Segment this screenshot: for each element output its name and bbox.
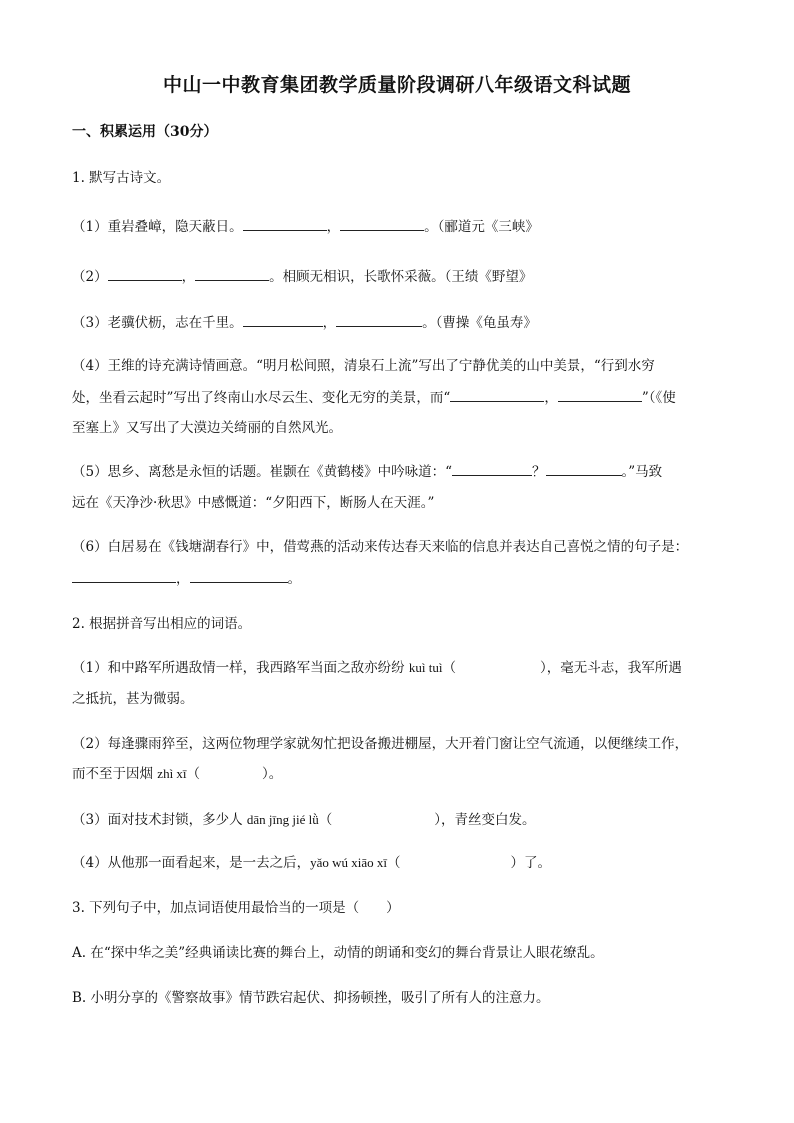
item-text: （3）老骥伏枥，志在千里。	[72, 315, 243, 331]
item-text: ，	[544, 390, 558, 406]
question-1-item-6-line-1: （6）白居易在《钱塘湖春行》中，借莺燕的活动来传达春天来临的信息并表达自己喜悦之情的句子是：	[72, 539, 689, 555]
question-2-item-1-line-2: 之抵抗，甚为微弱。	[72, 691, 194, 707]
item-text: 。”马致	[621, 464, 663, 480]
question-1-stem: 1. 默写古诗文。	[72, 170, 171, 186]
answer-blank[interactable]	[546, 461, 622, 476]
answer-blank[interactable]	[195, 266, 269, 281]
item-text: ，	[322, 315, 337, 331]
question-1-item-2	[72, 266, 532, 287]
item-text: （1）重岩叠嶂，隐天蔽日。	[72, 219, 243, 235]
item-text: 处，坐看云起时”写出了终南山水尽云生、变化无穷的美景，而“	[72, 390, 451, 406]
option-a: A. 在“探中华之美”经典诵读比赛的舞台上，动情的朗诵和变幻的舞台背景让人眼花缭乱。	[72, 945, 604, 961]
item-text: （	[318, 812, 333, 828]
item-text: （1）和中路军所遇敌情一样，我西路军当面之敌亦纷纷	[72, 660, 409, 676]
item-text: ，	[181, 269, 196, 285]
answer-blank[interactable]	[340, 216, 424, 231]
question-2-item-3	[72, 810, 536, 830]
item-text: （5）思乡、离愁是永恒的话题。崔颢在《黄鹤楼》中吟咏道：“	[72, 464, 452, 480]
question-1-item-4-line-2	[72, 387, 676, 408]
item-text: 而不至于因烟	[72, 766, 158, 782]
item-text: ”（《使	[641, 390, 676, 406]
item-text: （	[387, 855, 401, 871]
answer-blank[interactable]	[243, 312, 323, 327]
item-text: （2）	[72, 269, 108, 285]
answer-blank[interactable]	[450, 387, 544, 402]
question-1-item-6-line-2	[72, 568, 301, 589]
item-text: 。	[287, 571, 301, 587]
item-text: ？	[532, 464, 546, 480]
pinyin: dān jīng jié lǜ	[246, 812, 319, 827]
answer-blank[interactable]	[336, 312, 422, 327]
question-2-item-1-line-1	[72, 658, 682, 678]
option-b: B. 小明分享的《警察故事》情节跌宕起伏、抑扬顿挫，吸引了所有人的注意力。	[72, 990, 550, 1006]
question-3-stem: 3. 下列句子中，加点词语使用最恰当的一项是（ ）	[72, 900, 400, 916]
item-text: ，	[326, 219, 341, 235]
question-1-item-5-line-1	[72, 461, 662, 482]
item-text: 。（曹操《龟虽寿》	[422, 315, 537, 331]
item-text: 。相顾无相识，长歌怀采薇。（王绩《野望》	[269, 269, 533, 285]
answer-blank[interactable]	[558, 387, 642, 402]
answer-blank[interactable]	[108, 266, 182, 281]
item-text: ）了。	[510, 855, 551, 871]
item-text: （	[442, 660, 456, 676]
page-title: 中山一中教育集团教学质量阶段调研八年级语文科试题	[162, 74, 631, 96]
question-2-item-2-line-2	[72, 764, 282, 784]
item-text: （	[186, 766, 201, 782]
pinyin: zhì xī	[157, 766, 187, 781]
question-1-item-3	[72, 312, 537, 333]
question-2-item-2-line-1: （2）每逢骤雨猝至，这两位物理学家就匆忙把设备搬进棚屋，大开着门窗让空气流通，以便继续工作，	[72, 736, 689, 752]
answer-blank[interactable]	[452, 461, 532, 476]
question-2-item-4	[72, 853, 551, 873]
question-1-item-4-line-3: 至塞上》又写出了大漠边关绮丽的自然风光。	[72, 420, 342, 436]
item-text: ，	[176, 571, 190, 587]
item-text: （4）从他那一面看起来，是一去之后，	[72, 855, 311, 871]
answer-blank[interactable]	[72, 568, 176, 583]
item-text: ）。	[262, 766, 283, 782]
answer-blank[interactable]	[243, 216, 327, 231]
question-1-item-1	[72, 216, 539, 237]
item-text: ），毫无斗志，我军所遇	[539, 660, 682, 676]
section-heading: 一、积累运用（30分）	[72, 124, 218, 140]
question-2-stem: 2. 根据拼音写出相应的词语。	[72, 616, 252, 632]
item-text: 。（郦道元《三峡》	[424, 219, 539, 235]
item-text: （3）面对技术封锁，多少人	[72, 812, 247, 828]
item-text: ），青丝变白发。	[434, 812, 536, 828]
question-1-item-5-line-2: 远在《天净沙·秋思》中感慨道：“夕阳西下，断肠人在天涯。”	[72, 495, 435, 511]
pinyin: yǎo wú xiāo xī	[310, 855, 387, 870]
answer-blank[interactable]	[190, 568, 288, 583]
pinyin: kuì tuì	[408, 660, 443, 675]
question-1-item-4-line-1: （4）王维的诗充满诗情画意。“明月松间照，清泉石上流”写出了宁静优美的山中美景，“行到水穷	[72, 358, 655, 374]
